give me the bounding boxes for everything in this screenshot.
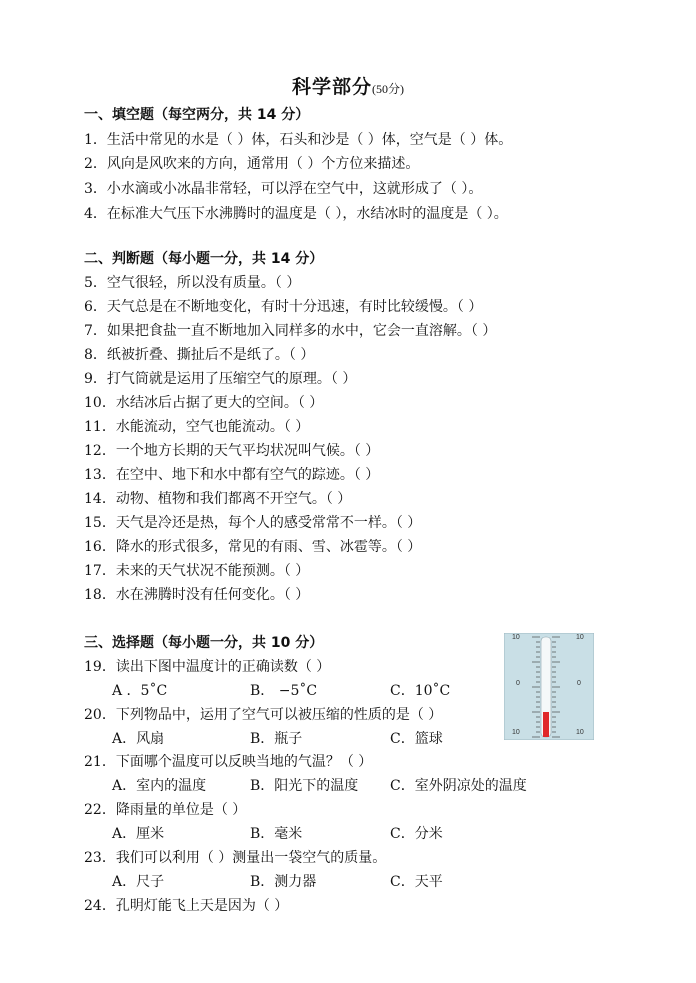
question-7: 7．如果把食盐一直不断地加入同样多的水中，它会一直溶解。（ ） [84,323,497,339]
question-3: 3．小水滴或小冰晶非常轻，可以浮在空气中，这就形成了（ ）。 [84,181,483,197]
question-11: 11．水能流动，空气也能流动。（ ） [84,419,310,435]
title-score: (50分) [372,82,404,96]
question-5: 5．空气很轻，所以没有质量。（ ） [84,275,301,291]
question-17: 17．未来的天气状况不能预测。（ ） [84,563,310,579]
option-c: C．分米 [390,826,443,842]
thermometer-figure [504,633,594,740]
label-top-left: 10 [512,634,520,641]
label-bottom-left: 10 [512,729,520,736]
option-a: A．风扇 [112,731,165,747]
option-b: B． −5˚C [250,683,318,699]
question-6: 6．天气总是在不断地变化，有时十分迅速，有时比较缓慢。（ ） [84,299,483,315]
question-24: 24．孔明灯能飞上天是因为（ ） [84,898,289,914]
question-2: 2．风向是风吹来的方向，通常用（ ）个方位来描述。 [84,156,420,172]
question-8: 8．纸被折叠、撕扯后不是纸了。（ ） [84,347,315,363]
thermometer-liquid [543,712,549,737]
question-21: 21．下面哪个温度可以反映当地的气温？（ ） [84,754,373,770]
option-a: A．室内的温度 [112,778,207,794]
option-c: C．10˚C [390,683,451,699]
option-a: A ．5˚C [112,683,168,699]
question-16: 16．降水的形式很多，常见的有雨、雪、冰雹等。（ ） [84,539,422,555]
option-b: B．瓶子 [250,731,303,747]
title-main: 科学部分 [291,76,372,98]
option-b: B．毫米 [250,826,303,842]
option-b: B．阳光下的温度 [250,778,359,794]
question-13: 13．在空中、地下和水中都有空气的踪迹。（ ） [84,467,380,483]
label-mid-left: 0 [516,680,520,687]
question-1: 1．生活中常见的水是（ ）体，石头和沙是（ ）体，空气是（ ）体。 [84,132,513,148]
option-c: C．室外阴凉处的温度 [390,778,527,794]
option-a: A．尺子 [112,874,165,890]
option-c: C．天平 [390,874,443,890]
option-a: A．厘米 [112,826,165,842]
question-15: 15．天气是冷还是热，每个人的感受常常不一样。（ ） [84,515,422,531]
option-b: B．测力器 [250,874,317,890]
option-c: C．篮球 [390,731,443,747]
question-12: 12．一个地方长期的天气平均状况叫气候。（ ） [84,443,380,459]
label-top-right: 10 [576,634,584,641]
question-19: 19．读出下图中温度计的正确读数（ ） [84,659,331,675]
question-20: 20．下列物品中，运用了空气可以被压缩的性质的是（ ） [84,707,443,723]
question-23: 23．我们可以利用（ ）测量出一袋空气的质量。 [84,850,387,866]
question-14: 14．动物、植物和我们都离不开空气。（ ） [84,491,352,507]
page-title [0,72,696,99]
question-22: 22．降雨量的单位是（ ） [84,802,247,818]
section2-heading: 二、判断题（每小题一分，共 14 分） [84,251,324,267]
label-bottom-right: 10 [576,729,584,736]
question-18: 18．水在沸腾时没有任何变化。（ ） [84,587,310,603]
question-10: 10．水结冰后占据了更大的空间。（ ） [84,395,324,411]
question-4: 4．在标准大气压下水沸腾时的温度是（ ），水结冰时的温度是（ ）。 [84,206,508,222]
section3-heading: 三、选择题（每小题一分，共 10 分） [84,635,324,651]
question-9: 9．打气筒就是运用了压缩空气的原理。（ ） [84,371,357,387]
label-mid-right: 0 [577,680,581,687]
section1-heading: 一、填空题（每空两分，共 14 分） [84,107,310,123]
